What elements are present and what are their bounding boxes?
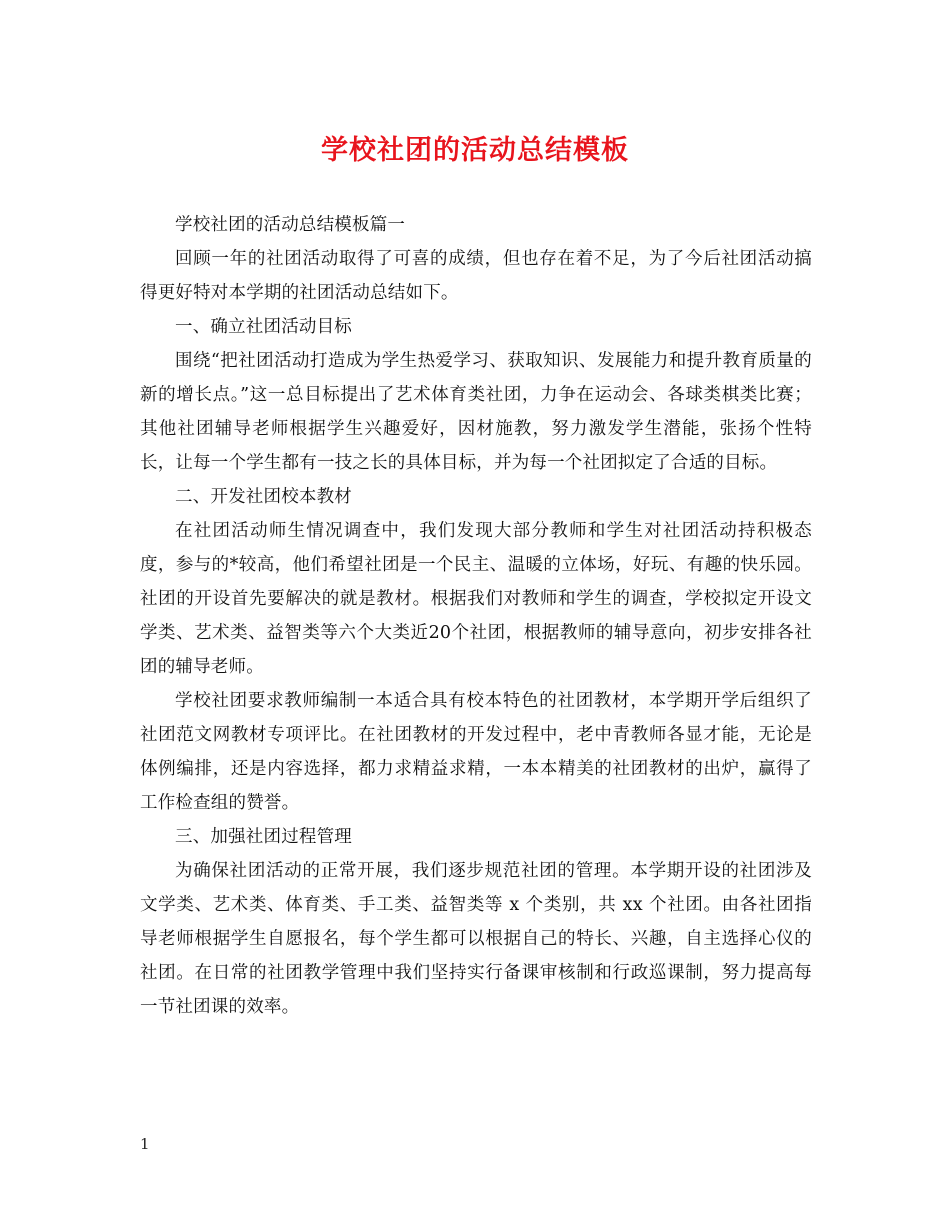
- paragraph-survey: 在社团活动师生情况调查中，我们发现大部分教师和学生对社团活动持积极态度，参与的*较高，他们希望社团是一个民主、温暖的立体场，好玩、有趣的快乐园。社团的开设首先要解决的就是教材。根据我们对教师和学生的调查，学校拟定开设文学类、艺术类、益智类等六个大类近20个社团，根据教师的辅导意向，初步安排各社团的辅导老师。: [140, 521, 812, 677]
- paragraph-section-subtitle: 学校社团的活动总结模板篇一: [175, 215, 406, 235]
- document-title: 学校社团的活动总结模板: [321, 135, 629, 166]
- document-body: [140, 208, 812, 1024]
- paragraph-intro: 回顾一年的社团活动取得了可喜的成绩，但也存在着不足，为了今后社团活动搞得更好特对本学期的社团活动总结如下。: [140, 249, 812, 303]
- paragraph-textbooks: 学校社团要求教师编制一本适合具有校本特色的社团教材，本学期开学后组织了社团范文网教材专项评比。在社团教材的开发过程中，老中青教师各显才能，无论是体例编排，还是内容选择，都力求精益求精，一本本精美的社团教材的出炉，赢得了工作检查组的赞誉。: [140, 691, 812, 813]
- heading-section-2: 二、开发社团校本教材: [175, 487, 352, 507]
- page-number: 1: [140, 1135, 150, 1153]
- paragraph-management: 为确保社团活动的正常开展，我们逐步规范社团的管理。本学期开设的社团涉及文学类、艺术类、体育类、手工类、益智类等 x 个类别，共 xx 个社团。由各社团指导老师根据学生自愿报名，每个学生都可以根据自己的特长、兴趣，自主选择心仪的社团。在日常的社团教学管理中我们坚持实行备课审核制和行政巡课制，努力提高每一节社团课的效率。: [140, 861, 812, 1017]
- paragraph-goals: 围绕“把社团活动打造成为学生热爱学习、获取知识、发展能力和提升教育质量的新的增长点。”这一总目标提出了艺术体育类社团，力争在运动会、各球类棋类比赛；其他社团辅导老师根据学生兴趣爱好，因材施教，努力激发学生潜能，张扬个性特长，让每一个学生都有一技之长的具体目标，并为每一个社团拟定了合适的目标。: [140, 351, 812, 473]
- heading-section-1: 一、确立社团活动目标: [175, 317, 352, 337]
- heading-section-3: 三、加强社团过程管理: [175, 827, 352, 847]
